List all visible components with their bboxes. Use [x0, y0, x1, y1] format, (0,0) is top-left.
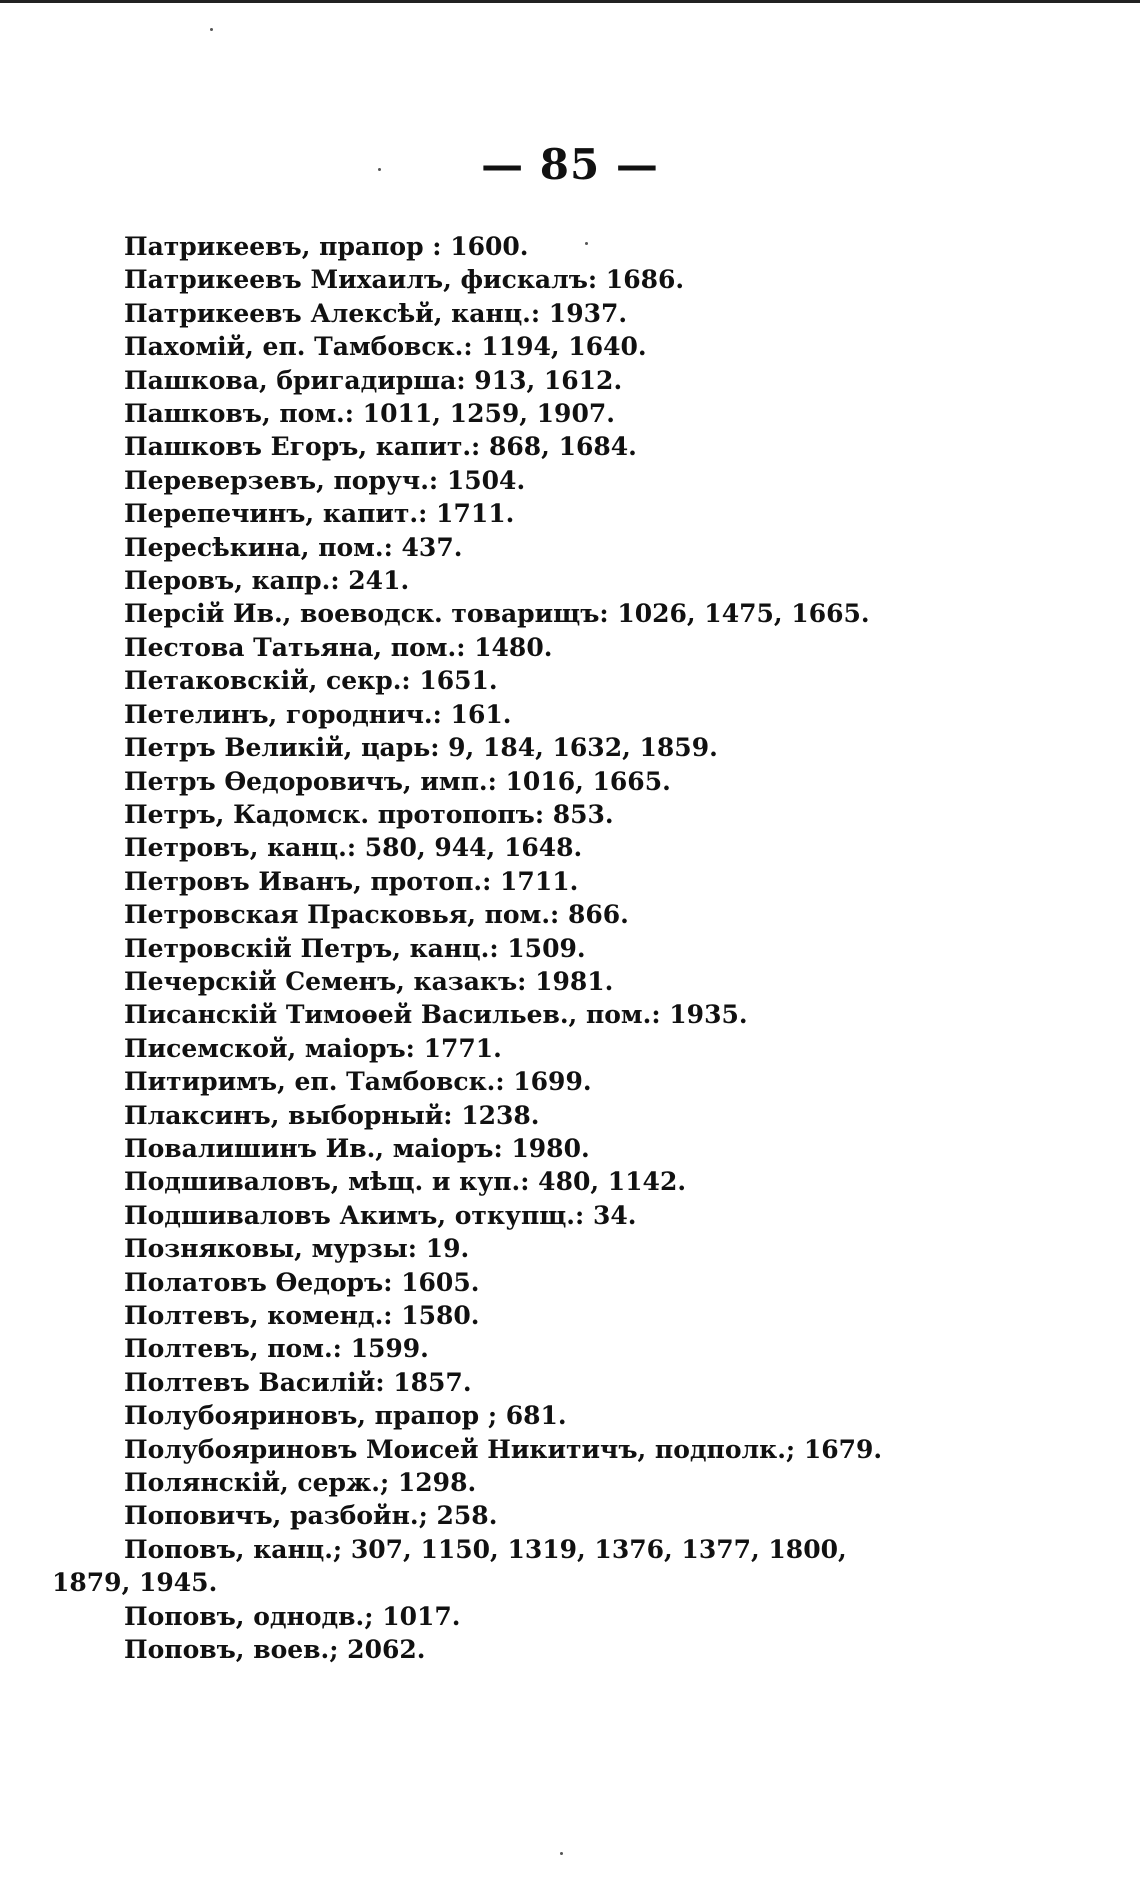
index-entry: Переверзевъ, поруч.: 1504.	[124, 465, 526, 495]
index-entry: Поповичъ, разбойн.; 258.	[124, 1501, 498, 1531]
index-entry: Полтевъ, пом.: 1599.	[124, 1334, 429, 1364]
wrapped-entry-first-line: Поповъ, канц.; 307, 1150, 1319, 1376, 1377, 1800,	[124, 1534, 847, 1564]
index-entry: Подшиваловъ Акимъ, откупщ.: 34.	[124, 1200, 637, 1230]
index-entry: Полтевъ, коменд.: 1580.	[124, 1301, 480, 1330]
index-entry: Позняковы, мурзы: 19.	[124, 1234, 470, 1264]
index-entry: Петаковскій, секр.: 1651.	[124, 666, 498, 696]
index-entry: Поповъ, однодв.; 1017.	[124, 1601, 461, 1631]
index-entry: Петровъ, канц.: 580, 944, 1648.	[124, 833, 583, 863]
index-entry: Петровская Прасковья, пом.: 866.	[124, 900, 629, 930]
index-entry: Полубояриновъ Моисей Никитичъ, подполк.; 1679.	[124, 1434, 883, 1464]
speck-mark	[378, 168, 381, 171]
index-entry: Патрикеевъ Алексѣй, канц.: 1937.	[124, 298, 628, 328]
index-entry: Подшиваловъ, мѣщ. и куп.: 480, 1142.	[124, 1167, 687, 1197]
index-entry: Перовъ, капр.: 241.	[124, 566, 410, 596]
top-border-line	[0, 0, 1140, 3]
index-entry: Повалишинъ Ив., маіоръ: 1980.	[124, 1133, 590, 1163]
index-entry: Питиримъ, еп. Тамбовск.: 1699.	[124, 1067, 592, 1097]
index-entry: Полтевъ Василій: 1857.	[124, 1367, 472, 1397]
index-entry: Печерскій Семенъ, казакъ: 1981.	[124, 966, 614, 996]
page-number: — 85 —	[481, 140, 659, 189]
index-entry-wrapped	[52, 1533, 984, 1600]
index-entry: Полянскій, серж.; 1298.	[124, 1468, 477, 1498]
index-entry: Плаксинъ, выборный: 1238.	[124, 1100, 540, 1130]
speck-mark	[210, 28, 213, 31]
speck-mark	[585, 242, 588, 245]
wrapped-entry-continuation: 1879, 1945.	[52, 1568, 218, 1598]
index-entry: Пашкова, бригадирша: 913, 1612.	[124, 365, 623, 395]
index-entry: Полубояриновъ, прапор ; 681.	[124, 1401, 567, 1431]
index-entry: Полатовъ Ѳедоръ: 1605.	[124, 1267, 480, 1297]
index-entry: Писемской, маіоръ: 1771.	[124, 1033, 502, 1063]
index-entry: Петровскій Петръ, канц.: 1509.	[124, 933, 586, 963]
index-entry: Патрикеевъ Михаилъ, фискалъ: 1686.	[124, 265, 685, 295]
index-entry: Петровъ Иванъ, протоп.: 1711.	[124, 866, 579, 896]
index-entry: Писанскій Тимоѳей Васильев., пом.: 1935.	[124, 1000, 748, 1030]
index-entry: Перепечинъ, капит.: 1711.	[124, 499, 515, 529]
index-entries	[52, 230, 984, 1666]
index-entry: Поповъ, воев.; 2062.	[124, 1635, 426, 1665]
index-entry: Пахомій, еп. Тамбовск.: 1194, 1640.	[124, 332, 647, 362]
index-entry: Пестова Татьяна, пом.: 1480.	[124, 632, 553, 662]
index-entry: Пашковъ, пом.: 1011, 1259, 1907.	[124, 399, 615, 429]
index-entry: Петелинъ, городнич.: 161.	[124, 699, 512, 729]
speck-mark	[560, 1852, 563, 1855]
index-entry: Пересѣкина, пом.: 437.	[124, 532, 463, 562]
index-entry: Петръ Ѳедоровичъ, имп.: 1016, 1665.	[124, 766, 671, 796]
index-entry: Петръ, Кадомск. протопопъ: 853.	[124, 799, 614, 829]
index-entry: Патрикеевъ, прапор : 1600.	[124, 232, 529, 261]
index-entry: Пашковъ Егоръ, капит.: 868, 1684.	[124, 432, 637, 462]
index-entry: Персій Ив., воеводск. товарищъ: 1026, 1475, 1665.	[124, 599, 870, 629]
index-entry: Петръ Великій, царь: 9, 184, 1632, 1859.	[124, 733, 718, 763]
